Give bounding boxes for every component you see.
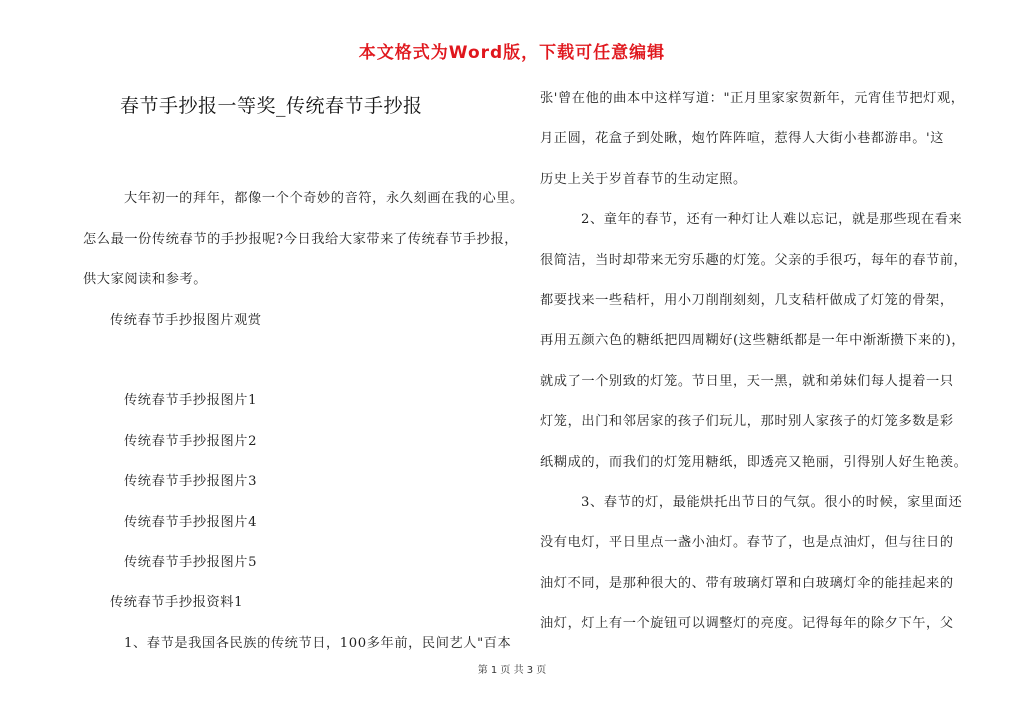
paragraph-line: 月正圆，花盒子到处瞅，炮竹阵阵喧，惹得人大街小巷都游串。'这 [540, 131, 945, 146]
image-caption: 传统春节手抄报图片3 [124, 474, 258, 489]
page-number: 第 1 页 共 3 页 [477, 665, 547, 676]
paragraph-line: 3、春节的灯，最能烘托出节日的气氛。很小的时候，家里面还 [581, 495, 963, 510]
paragraph-line: 大年初一的拜年，都像一个个奇妙的音符，永久刻画在我的心里。 [124, 191, 524, 206]
image-caption: 传统春节手抄报图片1 [124, 393, 258, 408]
paragraph-line: 没有电灯，平日里点一盏小油灯。春节了，也是点油灯，但与往日的 [540, 535, 954, 550]
paragraph-line: 油灯不同，是那种很大的、带有玻璃灯罩和白玻璃灯伞的能挂起来的 [540, 576, 954, 591]
paragraph-line: 再用五颜六色的糖纸把四周糊好(这些糖纸都是一年中渐渐攒下来的)， [540, 333, 966, 348]
paragraph-line: 就成了一个别致的灯笼。节日里，天一黑，就和弟妹们每人提着一只 [540, 374, 954, 389]
image-caption: 传统春节手抄报图片2 [124, 434, 258, 449]
paragraph-line: 油灯，灯上有一个旋钮可以调整灯的亮度。记得每年的除夕下午，父 [540, 616, 954, 631]
paragraph-line: 灯笼，出门和邻居家的孩子们玩儿，那时别人家孩子的灯笼多数是彩 [540, 414, 954, 429]
paragraph-line: 2、童年的春节，还有一种灯让人难以忘记，就是那些现在看来 [581, 212, 963, 227]
paragraph-line: 1、春节是我国各民族的传统节日，100多年前，民间艺人"百本 [124, 636, 512, 651]
paragraph-line: 都要找来一些秸杆，用小刀削削刻刻，几支秸杆做成了灯笼的骨架， [540, 293, 954, 308]
section-heading: 传统春节手抄报图片观赏 [110, 313, 262, 328]
paragraph-line: 历史上关于岁首春节的生动定照。 [540, 172, 747, 187]
document-title: 春节手抄报一等奖_传统春节手抄报 [120, 95, 423, 117]
image-caption: 传统春节手抄报图片4 [124, 515, 258, 530]
paragraph-line: 纸糊成的，而我们的灯笼用糖纸，即透亮又艳丽，引得别人好生艳羡。 [540, 455, 968, 470]
paragraph-line: 供大家阅读和参考。 [83, 272, 208, 287]
document-banner: 本文格式为Word版，下载可任意编辑 [358, 43, 666, 63]
image-caption: 传统春节手抄报图片5 [124, 555, 258, 570]
paragraph-line: 很简洁，当时却带来无穷乐趣的灯笼。父亲的手很巧，每年的春节前， [540, 253, 968, 268]
paragraph-line: 张'曾在他的曲本中这样写道："正月里家家贺新年，元宵佳节把灯观， [540, 91, 965, 106]
section-heading: 传统春节手抄报资料1 [110, 595, 244, 610]
paragraph-line: 怎么最一份传统春节的手抄报呢?今日我给大家带来了传统春节手抄报， [83, 232, 519, 247]
